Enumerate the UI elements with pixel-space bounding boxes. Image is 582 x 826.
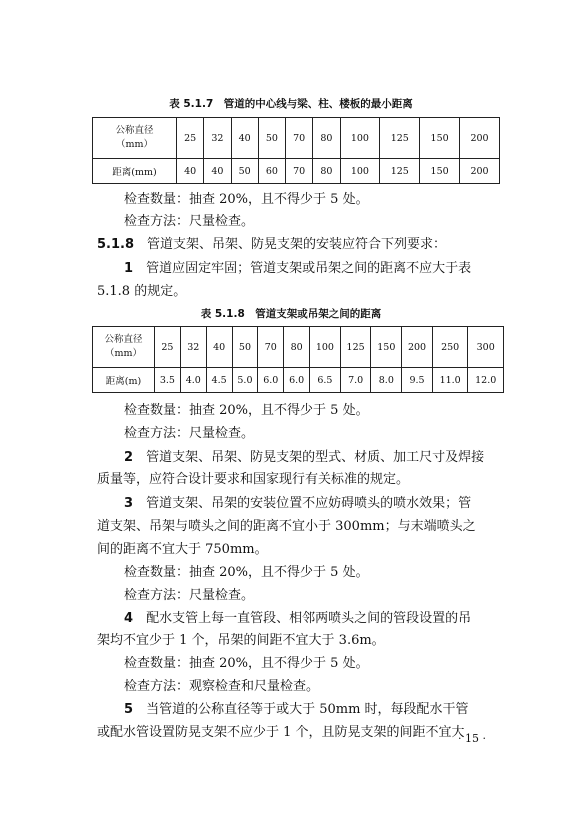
table-5-1-7 bbox=[92, 117, 500, 184]
item-4-line-2: 架均不宜少于 1 个，吊架的间距不宜大于 3.6m。 bbox=[97, 633, 385, 648]
table-cell: 50 bbox=[258, 118, 285, 159]
table-cell: 200 bbox=[460, 118, 500, 159]
check-quantity: 检查数量：抽查 20%，且不得少于 5 处。 bbox=[124, 192, 369, 207]
table-cell: 100 bbox=[340, 118, 380, 159]
table-cell: 32 bbox=[180, 327, 206, 368]
item-text: 管道支架、吊架、防晃支架的型式、材质、加工尺寸及焊接 bbox=[146, 450, 485, 465]
table-cell: 70 bbox=[286, 118, 313, 159]
clause-number: 5.1.8 bbox=[97, 237, 135, 252]
item-2-line-2: 质量等，应符合设计要求和国家现行有关标准的规定。 bbox=[97, 472, 410, 487]
table-cell: 150 bbox=[420, 159, 460, 184]
table-cell: 40 bbox=[231, 118, 258, 159]
check-method: 检查方法：尺量检查。 bbox=[124, 214, 255, 229]
table-cell: 250 bbox=[432, 327, 468, 368]
header-nominal-diameter: 公称直径 （mm） bbox=[93, 327, 155, 368]
table-cell: 300 bbox=[468, 327, 504, 368]
table-cell: 6.0 bbox=[258, 368, 284, 393]
item-number: 3 bbox=[124, 496, 134, 511]
table-cell: 70 bbox=[286, 159, 313, 184]
item-text: 管道应固定牢固；管道支架或吊架之间的距离不应大于表 bbox=[146, 261, 472, 276]
table-cell: 150 bbox=[420, 118, 460, 159]
item-3-line-2: 道支架、吊架与喷头之间的距离不宜小于 300mm；与末端喷头之 bbox=[97, 519, 476, 534]
item-1-line-1 bbox=[124, 261, 471, 277]
table-cell: 50 bbox=[231, 159, 258, 184]
table-cell: 40 bbox=[206, 327, 232, 368]
check-quantity: 检查数量：抽查 20%，且不得少于 5 处。 bbox=[124, 403, 369, 418]
table-cell: 70 bbox=[258, 327, 284, 368]
table-cell: 9.5 bbox=[402, 368, 433, 393]
table-cell: 100 bbox=[310, 327, 341, 368]
table-cell: 80 bbox=[284, 327, 310, 368]
clause-5-1-8 bbox=[97, 237, 446, 253]
item-text: 管道支架、吊架的安装位置不应妨碍喷头的喷水效果；管 bbox=[146, 496, 472, 511]
item-2-line-1 bbox=[124, 450, 484, 466]
table-cell: 200 bbox=[402, 327, 433, 368]
page-number: · 15 · bbox=[458, 732, 486, 745]
table-cell: 11.0 bbox=[432, 368, 468, 393]
table-cell: 50 bbox=[232, 327, 258, 368]
table-cell: 7.0 bbox=[340, 368, 371, 393]
table-cell: 25 bbox=[155, 327, 181, 368]
item-1-line-2: 5.1.8 的规定。 bbox=[97, 284, 187, 299]
table-cell: 150 bbox=[371, 327, 402, 368]
item-5-line-1 bbox=[124, 702, 469, 718]
check-method: 检查方法：尺量检查。 bbox=[124, 426, 255, 441]
table-cell: 125 bbox=[380, 118, 420, 159]
table-cell: 125 bbox=[380, 159, 420, 184]
table-cell: 6.5 bbox=[310, 368, 341, 393]
table-cell: 40 bbox=[204, 159, 231, 184]
table-cell: 80 bbox=[313, 159, 340, 184]
item-number: 2 bbox=[124, 450, 134, 465]
item-5-line-2: 或配水管设置防晃支架不应少于 1 个，且防晃支架的间距不宜大 bbox=[97, 725, 465, 740]
item-number: 5 bbox=[124, 702, 134, 717]
header-nominal-diameter: 公称直径 （mm） bbox=[93, 118, 177, 159]
table-cell: 32 bbox=[204, 118, 231, 159]
item-number: 1 bbox=[124, 261, 134, 276]
table-cell: 5.0 bbox=[232, 368, 258, 393]
table-cell: 25 bbox=[177, 118, 204, 159]
item-text: 当管道的公称直径等于或大于 50mm 时，每段配水干管 bbox=[146, 702, 469, 717]
table-cell: 80 bbox=[313, 118, 340, 159]
check-method: 检查方法：尺量检查。 bbox=[124, 588, 255, 603]
check-quantity: 检查数量：抽查 20%，且不得少于 5 处。 bbox=[124, 565, 369, 580]
item-number: 4 bbox=[124, 611, 134, 626]
clause-text: 管道支架、吊架、防晃支架的安装应符合下列要求： bbox=[147, 237, 447, 252]
check-method: 检查方法：观察检查和尺量检查。 bbox=[124, 679, 320, 694]
header-distance: 距离(mm) bbox=[93, 159, 177, 184]
table-cell: 40 bbox=[177, 159, 204, 184]
item-3-line-3: 间的距离不宜大于 750mm。 bbox=[97, 542, 268, 557]
item-text: 配水支管上每一直管段、相邻两喷头之间的管段设置的吊 bbox=[146, 611, 472, 626]
table-cell: 12.0 bbox=[468, 368, 504, 393]
item-4-line-1 bbox=[124, 611, 471, 627]
check-quantity: 检查数量：抽查 20%，且不得少于 5 处。 bbox=[124, 656, 369, 671]
table-cell: 6.0 bbox=[284, 368, 310, 393]
table-cell: 100 bbox=[340, 159, 380, 184]
table-cell: 4.0 bbox=[180, 368, 206, 393]
item-3-line-1 bbox=[124, 496, 471, 512]
table-cell: 200 bbox=[460, 159, 500, 184]
table-5-1-7-caption: 表 5.1.7 管道的中心线与梁、柱、楼板的最小距离 bbox=[169, 98, 413, 110]
table-cell: 60 bbox=[258, 159, 285, 184]
header-distance: 距离(m) bbox=[93, 368, 155, 393]
table-cell: 125 bbox=[340, 327, 371, 368]
table-cell: 8.0 bbox=[371, 368, 402, 393]
table-5-1-8 bbox=[92, 326, 504, 393]
table-5-1-8-caption: 表 5.1.8 管道支架或吊架之间的距离 bbox=[200, 308, 382, 320]
table-cell: 4.5 bbox=[206, 368, 232, 393]
table-cell: 3.5 bbox=[155, 368, 181, 393]
